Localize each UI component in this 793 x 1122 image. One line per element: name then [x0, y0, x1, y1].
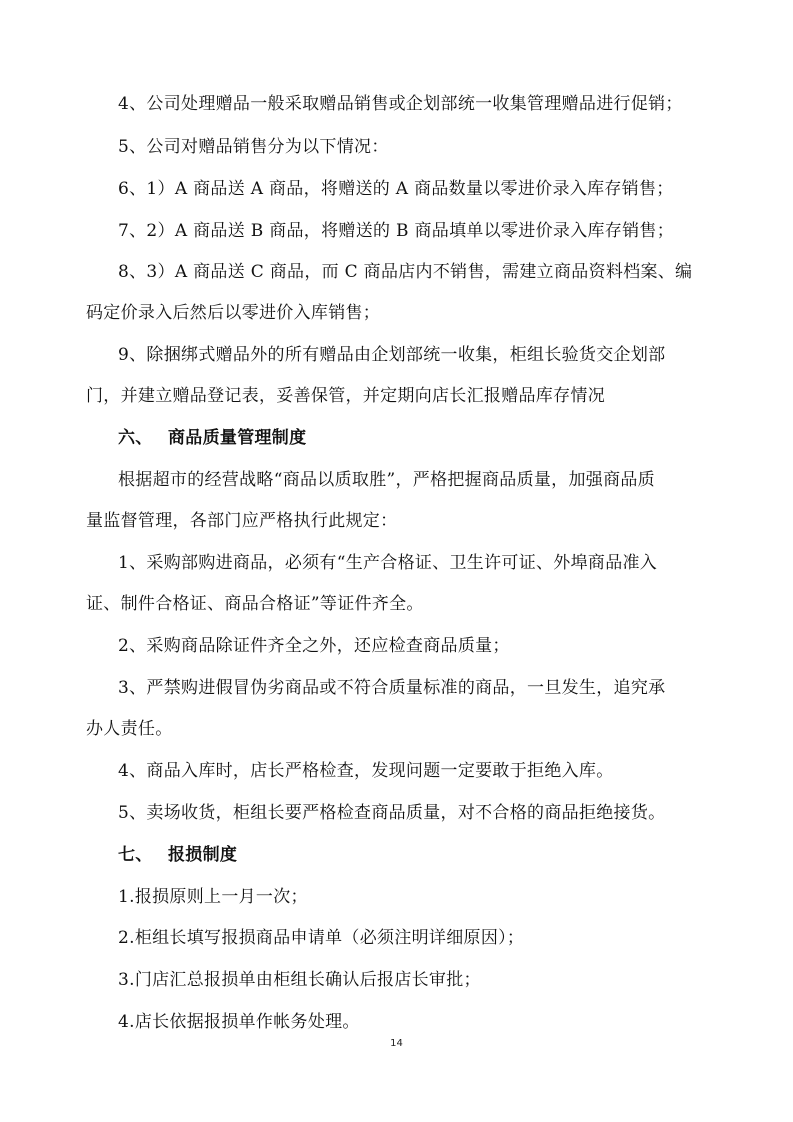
section-6-item-1-line-1: 1、采购部购进商品，必须有“生产合格证、卫生许可证、外埠商品准入 — [118, 553, 658, 573]
section-7-heading — [0, 843, 793, 867]
section-7-number: 七、 — [118, 845, 153, 865]
section-6-item-3-line-1: 3、严禁购进假冒伪劣商品或不符合质量标准的商品，一旦发生，追究承 — [118, 678, 666, 698]
section-6-item-2: 2、采购商品除证件齐全之外，还应检查商品质量； — [118, 636, 510, 656]
page-number: 14 — [390, 1038, 403, 1049]
section-6-item-1-line-2: 证、制件合格证、商品合格证”等证件齐全。 — [86, 594, 424, 614]
section-7-item-4: 4.店长依据报损单作帐务处理。 — [118, 1012, 360, 1032]
section-7-item-1: 1.报损原则上一月一次； — [118, 887, 308, 907]
section-6-intro-line-2: 量监督管理，各部门应严格执行此规定： — [86, 511, 398, 531]
paragraph-5: 5、公司对赠品销售分为以下情况： — [118, 137, 389, 157]
paragraph-8-line-2: 码定价录入后然后以零进价入库销售； — [86, 303, 381, 323]
paragraph-6: 6、1）A 商品送 A 商品，将赠送的 A 商品数量以零进价录入库存销售； — [118, 179, 674, 199]
section-6-item-4: 4、商品入库时，店长严格检查，发现问题一定要敢于拒绝入库。 — [118, 761, 614, 781]
paragraph-4: 4、公司处理赠品一般采取赠品销售或企划部统一收集管理赠品进行促销； — [118, 94, 683, 114]
paragraph-9-line-1: 9、除捆绑式赠品外的所有赠品由企划部统一收集，柜组长验货交企划部 — [118, 345, 666, 365]
section-6-title: 商品质量管理制度 — [168, 428, 307, 448]
section-7-item-2: 2.柜组长填写报损商品申请单（必须注明详细原因）； — [118, 928, 525, 948]
section-6-item-3-line-2: 办人责任。 — [86, 719, 173, 739]
paragraph-9-line-2: 门，并建立赠品登记表，妥善保管，并定期向店长汇报赠品库存情况 — [86, 386, 605, 406]
paragraph-8-line-1: 8、3）A 商品送 C 商品，而 C 商品店内不销售，需建立商品资料档案、编 — [118, 262, 693, 282]
section-7-item-3: 3.门店汇总报损单由柜组长确认后报店长审批； — [118, 970, 481, 990]
section-6-number: 六、 — [118, 428, 153, 448]
section-6-item-5: 5、卖场收货，柜组长要严格检查商品质量，对不合格的商品拒绝接货。 — [118, 803, 666, 823]
section-7-title: 报损制度 — [168, 845, 238, 865]
paragraph-7: 7、2）A 商品送 B 商品，将赠送的 B 商品填单以零进价录入库存销售； — [118, 221, 675, 241]
section-6-intro-line-1: 根据超市的经营战略“商品以质取胜”，严格把握商品质量，加强商品质 — [118, 470, 655, 490]
section-6-heading — [0, 426, 793, 450]
